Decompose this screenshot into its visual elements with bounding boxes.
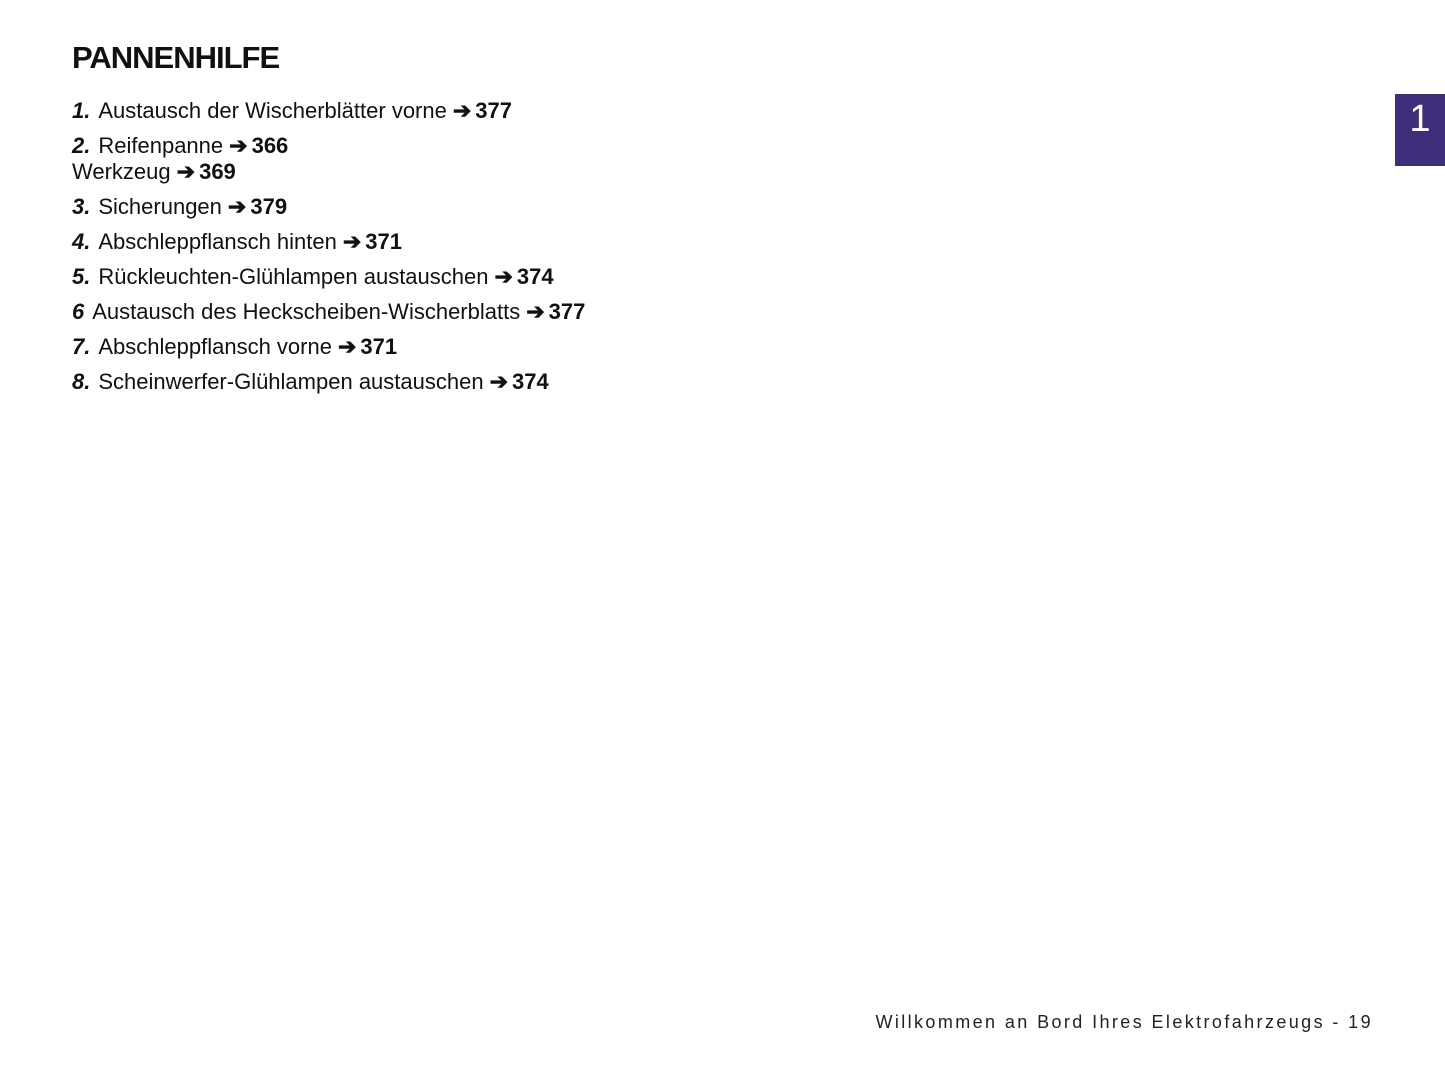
list-item — [72, 133, 585, 159]
chapter-tab: 1 — [1395, 94, 1445, 166]
page-reference-link[interactable]: 374 — [512, 369, 549, 394]
list-item — [72, 264, 585, 290]
item-number: 7. — [72, 334, 91, 359]
item-text: Rückleuchten-Glühlampen austauschen — [98, 264, 489, 289]
item-text: Reifenpanne — [98, 133, 224, 158]
list-item — [72, 334, 585, 360]
item-number: 2. — [72, 133, 91, 158]
page-reference-link[interactable]: 377 — [548, 299, 586, 324]
page-reference-link[interactable]: 366 — [251, 133, 289, 158]
arrow-right-icon: ➔ — [489, 369, 509, 394]
page-reference-link[interactable]: 371 — [365, 229, 403, 254]
arrow-right-icon: ➔ — [229, 133, 248, 158]
list-item — [72, 369, 585, 395]
arrow-right-icon: ➔ — [176, 159, 196, 184]
item-text: Abschleppflansch vorne — [98, 334, 332, 359]
arrow-right-icon: ➔ — [526, 299, 545, 324]
page-reference-link[interactable]: 374 — [516, 264, 554, 289]
item-number: 1. — [72, 98, 91, 123]
list-item — [72, 194, 585, 220]
arrow-right-icon: ➔ — [227, 194, 247, 219]
breakdown-help-list — [72, 98, 585, 404]
arrow-right-icon: ➔ — [494, 264, 513, 289]
item-text: Austausch des Heckscheiben-Wischerblatts — [92, 299, 521, 324]
item-number: 5. — [72, 264, 91, 289]
page-footer: Willkommen an Bord Ihres Elektrofahrzeugs - 19 — [875, 1012, 1373, 1032]
item-number: 4. — [72, 229, 91, 254]
item-text: Abschleppflansch hinten — [98, 229, 337, 254]
page-reference-link[interactable]: 379 — [250, 194, 288, 219]
item-text: Sicherungen — [98, 194, 222, 219]
page-title: PANNENHILFE — [72, 40, 280, 75]
page-reference-link[interactable]: 369 — [199, 159, 236, 184]
list-item — [72, 229, 585, 255]
page-reference-link[interactable]: 377 — [475, 98, 513, 123]
item-text: Austausch der Wischerblätter vorne — [98, 98, 447, 123]
page-reference-link[interactable]: 371 — [360, 334, 398, 359]
item-text: Scheinwerfer-Glühlampen austauschen — [98, 369, 484, 394]
list-item — [72, 299, 585, 325]
item-number: 8. — [72, 369, 91, 394]
arrow-right-icon: ➔ — [342, 229, 362, 254]
list-item — [72, 159, 585, 185]
arrow-right-icon: ➔ — [337, 334, 357, 359]
item-number: 6 — [72, 299, 85, 324]
item-text: Werkzeug — [72, 159, 171, 184]
arrow-right-icon: ➔ — [452, 98, 472, 123]
list-item — [72, 98, 585, 124]
item-number: 3. — [72, 194, 91, 219]
